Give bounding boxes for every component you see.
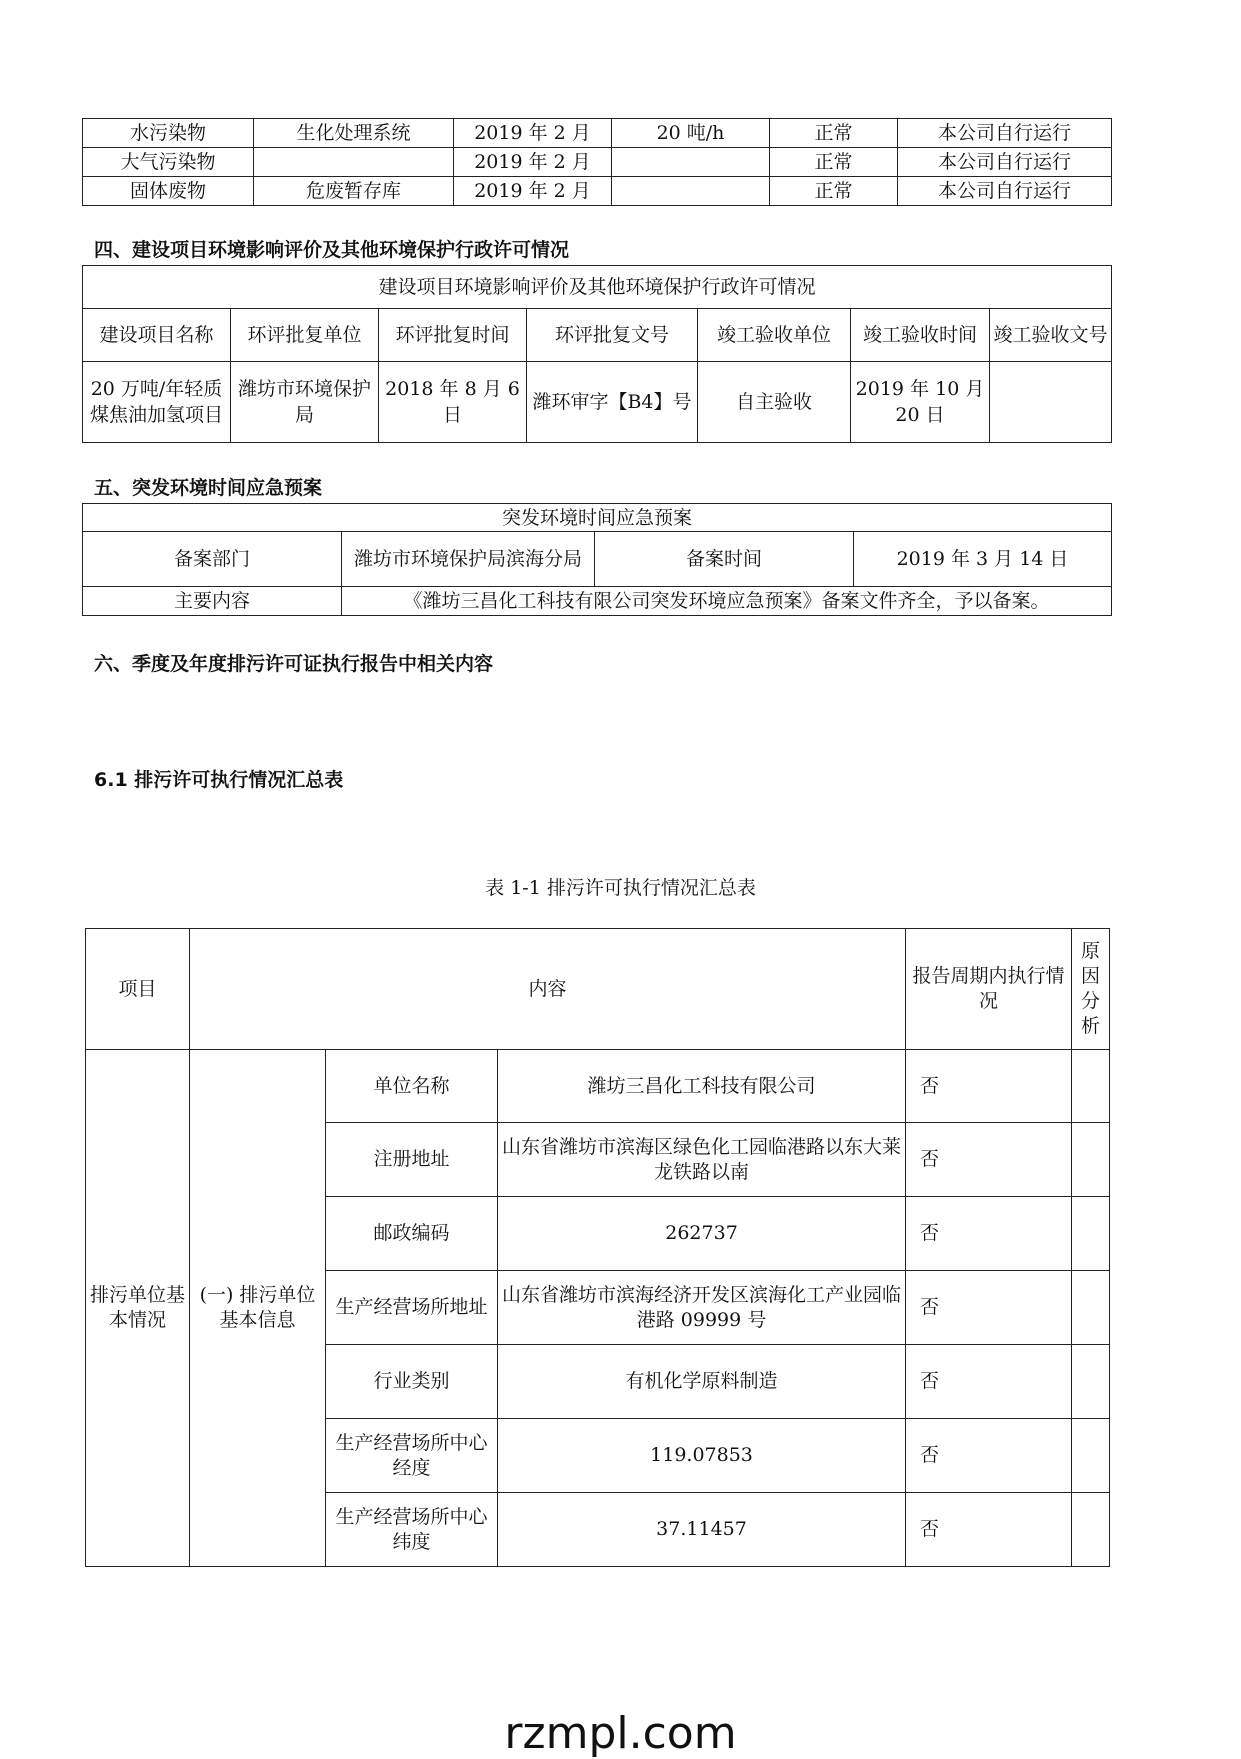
row-value: 37.11457 <box>498 1493 906 1567</box>
table-caption: 表 1-1 排污许可执行情况汇总表 <box>485 877 756 899</box>
cell: 2019 年 2 月 <box>454 119 612 148</box>
cell: 大气污染物 <box>83 148 254 177</box>
column-header-reason: 原因分析 <box>1072 929 1110 1050</box>
table-row <box>83 587 1112 616</box>
row-label: 生产经营场所地址 <box>326 1271 498 1345</box>
emergency-plan-table <box>82 503 1112 616</box>
column-header: 环评批复时间 <box>379 309 527 362</box>
row-value: 119.07853 <box>498 1419 906 1493</box>
table-row <box>83 532 1112 587</box>
cell: 20 万吨/年轻质煤焦油加氢项目 <box>83 362 231 443</box>
cell: 20 吨/h <box>612 119 770 148</box>
section-heading: 五、突发环境时间应急预案 <box>94 477 323 499</box>
table-title: 突发环境时间应急预案 <box>83 504 1112 532</box>
cell: 生化处理系统 <box>254 119 454 148</box>
row-value: 262737 <box>498 1197 906 1271</box>
column-header: 建设项目名称 <box>83 309 231 362</box>
cell: 潍坊市环境保护局 <box>231 362 379 443</box>
table-row <box>83 362 1112 443</box>
row-label: 生产经营场所中心纬度 <box>326 1493 498 1567</box>
cell: 2019 年 2 月 <box>454 148 612 177</box>
cell: 2019 年 2 月 <box>454 177 612 206</box>
filing-dept-value: 潍坊市环境保护局滨海分局 <box>342 532 595 587</box>
content-label: 主要内容 <box>83 587 342 616</box>
cell: 危废暂存库 <box>254 177 454 206</box>
row-reason <box>1072 1493 1110 1567</box>
watermark: rzmpl.com <box>504 1708 737 1759</box>
cell <box>612 148 770 177</box>
table-title: 建设项目环境影响评价及其他环境保护行政许可情况 <box>83 266 1112 309</box>
row-reason <box>1072 1271 1110 1345</box>
row-status: 否 <box>906 1050 1072 1123</box>
subcategory-cell: (一) 排污单位基本信息 <box>190 1050 326 1567</box>
cell <box>612 177 770 206</box>
content-value: 《潍坊三昌化工科技有限公司突发环境应急预案》备案文件齐全，予以备案。 <box>342 587 1112 616</box>
column-header-item: 项目 <box>86 929 190 1050</box>
cell <box>990 362 1112 443</box>
row-label: 邮政编码 <box>326 1197 498 1271</box>
column-header: 竣工验收文号 <box>990 309 1112 362</box>
cell: 本公司自行运行 <box>898 148 1112 177</box>
cell: 潍环审字【B4】号 <box>527 362 698 443</box>
column-header: 环评批复单位 <box>231 309 379 362</box>
row-reason <box>1072 1050 1110 1123</box>
cell <box>254 148 454 177</box>
table-title-row <box>83 266 1112 309</box>
row-label: 单位名称 <box>326 1050 498 1123</box>
filing-time-value: 2019 年 3 月 14 日 <box>854 532 1112 587</box>
cell: 本公司自行运行 <box>898 119 1112 148</box>
column-header-status: 报告周期内执行情况 <box>906 929 1072 1050</box>
row-value: 潍坊三昌化工科技有限公司 <box>498 1050 906 1123</box>
row-label: 行业类别 <box>326 1345 498 1419</box>
row-status: 否 <box>906 1493 1072 1567</box>
column-header: 竣工验收时间 <box>851 309 990 362</box>
column-header: 竣工验收单位 <box>698 309 851 362</box>
category-cell: 排污单位基本情况 <box>86 1050 190 1567</box>
table-row <box>83 177 1112 206</box>
cell: 本公司自行运行 <box>898 177 1112 206</box>
row-status: 否 <box>906 1197 1072 1271</box>
table-row <box>83 119 1112 148</box>
table-row <box>86 1050 1110 1123</box>
section-heading: 四、建设项目环境影响评价及其他环境保护行政许可情况 <box>94 239 570 261</box>
cell: 正常 <box>770 148 898 177</box>
row-status: 否 <box>906 1271 1072 1345</box>
cell: 2018 年 8 月 6 日 <box>379 362 527 443</box>
row-reason <box>1072 1345 1110 1419</box>
cell: 固体废物 <box>83 177 254 206</box>
row-value: 山东省潍坊市滨海区绿色化工园临港路以东大莱龙铁路以南 <box>498 1123 906 1197</box>
filing-dept-label: 备案部门 <box>83 532 342 587</box>
row-value: 有机化学原料制造 <box>498 1345 906 1419</box>
filing-time-label: 备案时间 <box>595 532 854 587</box>
cell: 自主验收 <box>698 362 851 443</box>
row-status: 否 <box>906 1345 1072 1419</box>
section-heading: 六、季度及年度排污许可证执行报告中相关内容 <box>94 653 494 675</box>
column-header: 环评批复文号 <box>527 309 698 362</box>
cell: 正常 <box>770 119 898 148</box>
facility-table <box>82 118 1112 206</box>
cell: 正常 <box>770 177 898 206</box>
row-reason <box>1072 1197 1110 1271</box>
table-row <box>83 148 1112 177</box>
permit-summary-table <box>85 928 1110 1567</box>
row-label: 生产经营场所中心经度 <box>326 1419 498 1493</box>
row-status: 否 <box>906 1123 1072 1197</box>
subsection-heading: 6.1 排污许可执行情况汇总表 <box>94 769 344 791</box>
table-title-row <box>83 504 1112 532</box>
row-reason <box>1072 1123 1110 1197</box>
row-status: 否 <box>906 1419 1072 1493</box>
row-reason <box>1072 1419 1110 1493</box>
cell: 水污染物 <box>83 119 254 148</box>
cell: 2019 年 10 月 20 日 <box>851 362 990 443</box>
eia-table <box>82 265 1112 443</box>
column-header-content: 内容 <box>190 929 906 1050</box>
row-value: 山东省潍坊市滨海经济开发区滨海化工产业园临港路 09999 号 <box>498 1271 906 1345</box>
table-header-row <box>86 929 1110 1050</box>
table-header-row <box>83 309 1112 362</box>
row-label: 注册地址 <box>326 1123 498 1197</box>
